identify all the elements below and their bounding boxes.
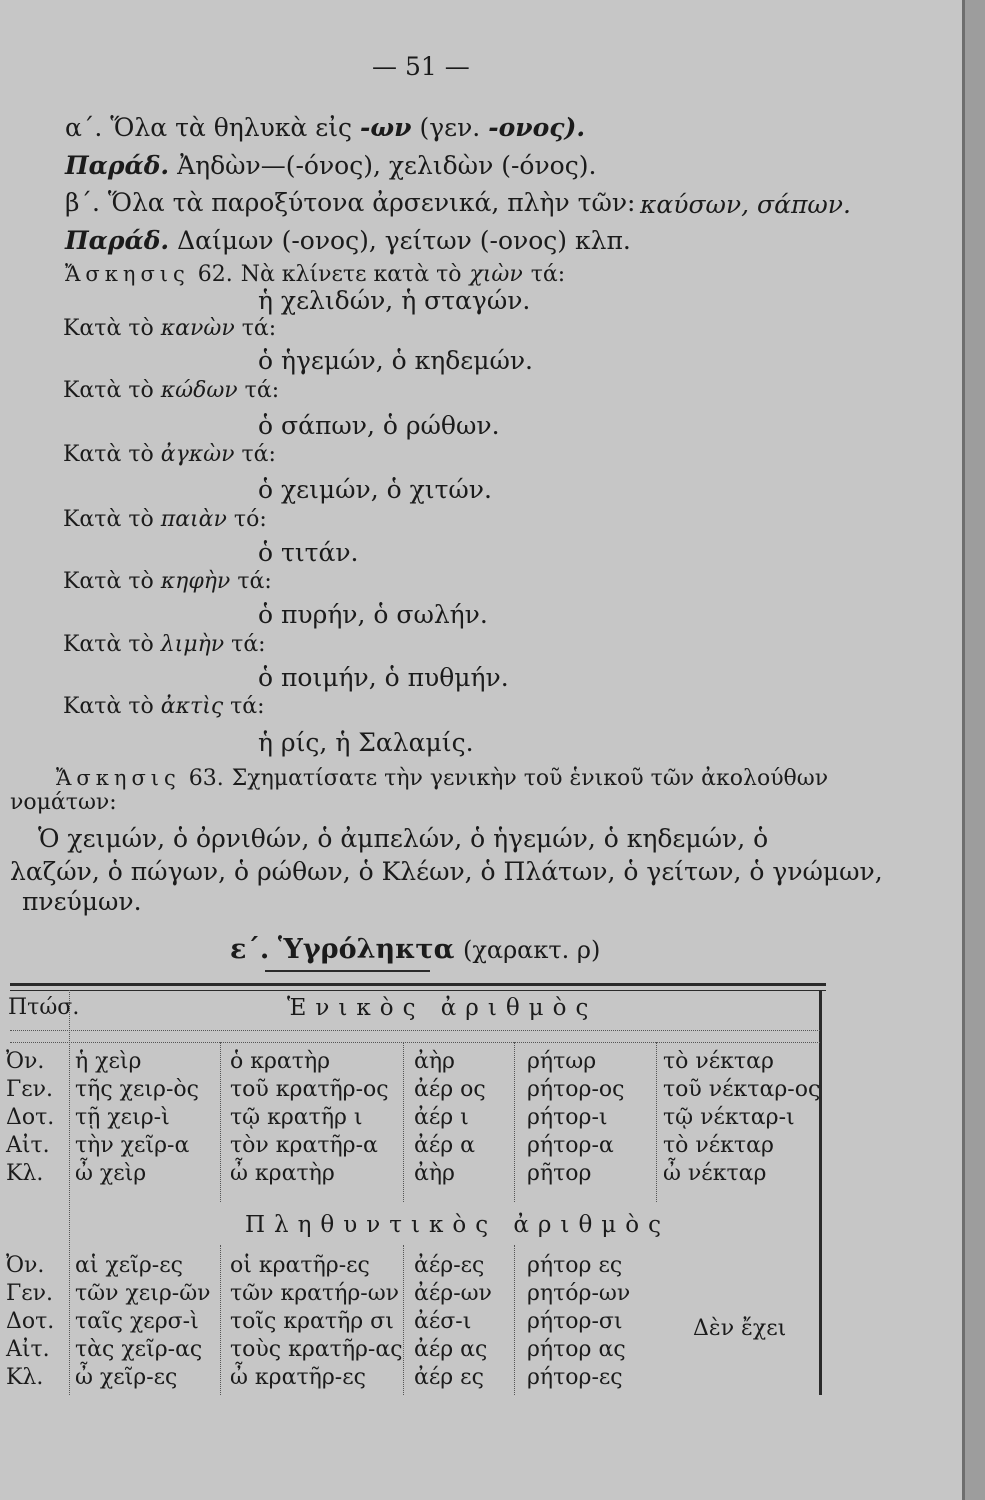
pattern-6-words: ὁ ποιμήν, ὁ πυθμήν.: [258, 663, 509, 692]
rule-b-label: β΄.: [65, 188, 100, 217]
plural-header: Πληθυντικὸς ἀριθμὸς: [245, 1212, 670, 1238]
pattern-3-words: ὁ χειμών, ὁ χιτών.: [258, 475, 492, 504]
exercise-63-words-line1: Ὁ χειμών, ὁ ὀρνιθών, ὁ ἀμπελών, ὁ ἡγεμών, ὁ κηδεμών, ὁ: [38, 824, 769, 853]
singular-form-cell: τὸ νέκταρ: [663, 1049, 774, 1074]
table-case-divider: [69, 990, 70, 1395]
table-header-divider: [10, 1030, 820, 1031]
singular-case-label: Κλ.: [6, 1161, 44, 1186]
pattern-5-heading: Κατὰ τὸ κηφὴν τά:: [63, 569, 272, 594]
plural-form-cell: ρήτορ ας: [527, 1337, 626, 1362]
plural-case-label: Ὀν.: [6, 1253, 45, 1278]
singular-form-cell: ὦ κρατὴρ: [230, 1161, 335, 1186]
pattern-4-heading: Κατὰ τὸ παιὰν τό:: [63, 507, 267, 532]
section-heading: [230, 935, 600, 965]
plural-form-cell: ἀέρ-ων: [414, 1281, 492, 1306]
plural-form-cell: ἀέρ ας: [414, 1337, 488, 1362]
plural-case-label: Γεν.: [6, 1281, 54, 1306]
singular-form-cell: ρήτορ-ος: [527, 1077, 625, 1102]
pattern-4-model: παιὰν: [160, 507, 227, 532]
exception-b-label: Παράδ.: [65, 226, 170, 255]
singular-form-cell: ὁ κρατὴρ: [230, 1049, 331, 1074]
exercise-62-instruction: Νὰ κλίνετε κατὰ τὸ: [240, 262, 462, 287]
table-top-rule-thin: [10, 990, 826, 991]
exception-a: [65, 151, 596, 181]
section-title-underline: [265, 970, 430, 972]
pattern-5-words: ὁ πυρήν, ὁ σωλήν.: [258, 600, 488, 629]
exception-a-text: Ἀηδὼν—(-όνος), χελιδὼν (-όνος).: [177, 151, 597, 180]
col-divider-1-plur: [220, 1245, 221, 1395]
col-divider-3-plur: [514, 1245, 515, 1395]
plural-form-cell: ρήτορ-σι: [527, 1309, 623, 1334]
pattern-1-model: κανὼν: [160, 316, 235, 341]
singular-form-cell: τὸν κρατῆρ-α: [230, 1133, 378, 1158]
plural-form-cell: ἀέρ-ες: [414, 1253, 485, 1278]
section-label: ε΄.: [230, 934, 270, 965]
rule-a-text: Ὅλα τὰ θηλυκὰ εἰς: [110, 113, 353, 142]
plural-form-cell: αἱ χεῖρ-ες: [75, 1253, 183, 1278]
singular-form-cell: τῷ κρατῆρ ι: [230, 1105, 363, 1130]
rule-b-words: καύσων, σάπων.: [640, 190, 851, 219]
pattern-2-model: κώδων: [160, 378, 238, 403]
pattern-6-heading: Κατὰ τὸ λιμὴν τά:: [63, 632, 266, 657]
singular-form-cell: τὴν χεῖρ-α: [75, 1133, 190, 1158]
col-divider-2-plur: [403, 1245, 404, 1395]
exercise-63-number: 63.: [188, 766, 224, 791]
pattern-3-model: ἀγκὼν: [160, 442, 235, 467]
plural-case-label: Αἰτ.: [6, 1337, 50, 1362]
pattern-7-model: ἀκτὶς: [160, 694, 224, 719]
exercise-63-label: Ἄσκησις: [56, 766, 181, 790]
singular-form-cell: ἡ χεὶρ: [75, 1049, 142, 1074]
singular-case-label: Αἰτ.: [6, 1133, 50, 1158]
singular-form-cell: ρήτωρ: [527, 1049, 597, 1074]
pattern-4-words: ὁ τιτάν.: [258, 538, 359, 567]
pattern-0-words: ἡ χελιδών, ἡ σταγών.: [258, 286, 531, 315]
exercise-63: [56, 762, 828, 794]
exercise-63-instruction: Σχηματίσατε τὴν γενικὴν τοῦ ἑνικοῦ τῶν ἀκολούθων: [231, 766, 829, 791]
table-header-divider-2: [10, 1042, 820, 1043]
section-subtitle: (χαρακτ. ρ): [462, 936, 601, 964]
singular-form-cell: ἀέρ ος: [414, 1077, 486, 1102]
col-divider-2-sing: [403, 1042, 404, 1202]
rule-a-gen: (γεν.: [419, 113, 481, 142]
singular-form-cell: ρήτορ-α: [527, 1133, 614, 1158]
plural-form-cell: ὦ κρατῆρ-ες: [230, 1365, 366, 1390]
plural-form-cell: ρητόρ-ων: [527, 1281, 631, 1306]
exercise-62-label: Ἄσκησις: [65, 262, 190, 286]
table-right-rule: [819, 990, 822, 1395]
rule-b-text: Ὅλα τὰ παροξύτονα ἀρσενικά, πλὴν τῶν:: [107, 188, 636, 217]
case-header: Πτώσ.: [8, 995, 80, 1020]
singular-form-cell: ὦ νέκταρ: [663, 1161, 767, 1186]
pattern-6-model: λιμὴν: [160, 632, 225, 657]
singular-case-label: Γεν.: [6, 1077, 54, 1102]
rule-b: [65, 188, 635, 218]
plural-form-cell: ρήτορ ες: [527, 1253, 623, 1278]
singular-form-cell: τοῦ κρατῆρ-ος: [230, 1077, 389, 1102]
pattern-3-heading: Κατὰ τὸ ἀγκὼν τά:: [63, 442, 276, 467]
exercise-62-number: 62.: [197, 262, 233, 287]
no-plural-note: Δὲν ἔχει: [693, 1316, 787, 1341]
singular-header: Ἑνικὸς ἀριθμὸς: [287, 995, 598, 1021]
plural-form-cell: τοῖς κρατῆρ σι: [230, 1309, 394, 1334]
plural-case-label: Δοτ.: [6, 1309, 55, 1334]
page-edge: [962, 0, 985, 1500]
singular-form-cell: τῇ χειρ-ὶ: [75, 1105, 170, 1130]
singular-form-cell: ἀέρ ι: [414, 1105, 469, 1130]
pattern-7-words: ἡ ρίς, ἡ Σαλαμίς.: [258, 728, 474, 757]
plural-form-cell: ὦ χεῖρ-ες: [75, 1365, 178, 1390]
exercise-63-words-line2: λαζών, ὁ πώγων, ὁ ρώθων, ὁ Κλέων, ὁ Πλάτων, ὁ γείτων, ὁ γνώμων,: [10, 857, 883, 886]
rule-a-gen-ending: -ονος).: [488, 113, 586, 142]
exercise-62-tail: τά:: [530, 262, 566, 287]
plural-form-cell: ἀέσ-ι: [414, 1309, 472, 1334]
plural-form-cell: ταῖς χερσ-ὶ: [75, 1309, 199, 1334]
exception-b-text: Δαίμων (-ονος), γείτων (-ονος) κλπ.: [177, 226, 631, 255]
pattern-1-words: ὁ ἡγεμών, ὁ κηδεμών.: [258, 346, 533, 375]
exception-b: [65, 226, 631, 256]
singular-form-cell: τὸ νέκταρ: [663, 1133, 774, 1158]
exercise-63-words-line3: πνεύμων.: [22, 887, 142, 916]
pattern-7-heading: Κατὰ τὸ ἀκτὶς τά:: [63, 694, 265, 719]
rule-a: [65, 113, 585, 143]
col-divider-4-sing: [656, 1042, 657, 1202]
pattern-1-heading: Κατὰ τὸ κανὼν τά:: [63, 316, 277, 341]
singular-form-cell: ἀὴρ: [414, 1161, 455, 1186]
plural-form-cell: οἱ κρατῆρ-ες: [230, 1253, 370, 1278]
singular-form-cell: τῷ νέκταρ-ι: [663, 1105, 795, 1130]
exercise-62-model: χιὼν: [469, 262, 523, 287]
singular-form-cell: ἀέρ α: [414, 1133, 476, 1158]
singular-case-label: Δοτ.: [6, 1105, 55, 1130]
col-divider-3-sing: [514, 1042, 515, 1202]
col-divider-1-sing: [220, 1042, 221, 1202]
rule-a-ending: -ων: [359, 113, 412, 142]
plural-case-label: Κλ.: [6, 1365, 44, 1390]
singular-form-cell: ρήτορ-ι: [527, 1105, 608, 1130]
pattern-5-model: κηφὴν: [160, 569, 231, 594]
singular-form-cell: τοῦ νέκταρ-ος: [663, 1077, 821, 1102]
plural-form-cell: τοὺς κρατῆρ-ας: [230, 1337, 403, 1362]
pattern-2-words: ὁ σάπων, ὁ ρώθων.: [258, 411, 500, 440]
plural-form-cell: τῶν χειρ-ῶν: [75, 1281, 211, 1306]
pattern-2-heading: Κατὰ τὸ κώδων τά:: [63, 378, 280, 403]
singular-form-cell: ρῆτορ: [527, 1161, 592, 1186]
section-title: Ὑγρόληκτα: [277, 934, 455, 965]
page-edge-shadow: [962, 0, 965, 1500]
singular-form-cell: τῆς χειρ-ὸς: [75, 1077, 199, 1102]
singular-form-cell: ἀὴρ: [414, 1049, 455, 1074]
exercise-63-instruction-cont: νομάτων:: [10, 790, 117, 815]
singular-case-label: Ὀν.: [6, 1049, 45, 1074]
table-top-rule: [10, 983, 826, 986]
page-number: — 51 —: [372, 52, 470, 81]
exception-a-label: Παράδ.: [65, 151, 170, 180]
rule-a-label: α΄.: [65, 113, 103, 142]
singular-form-cell: ὦ χεὶρ: [75, 1161, 147, 1186]
plural-form-cell: τῶν κρατήρ-ων: [230, 1281, 400, 1306]
plural-form-cell: τὰς χεῖρ-ας: [75, 1337, 203, 1362]
plural-form-cell: ρήτορ-ες: [527, 1365, 623, 1390]
plural-form-cell: ἀέρ ες: [414, 1365, 484, 1390]
